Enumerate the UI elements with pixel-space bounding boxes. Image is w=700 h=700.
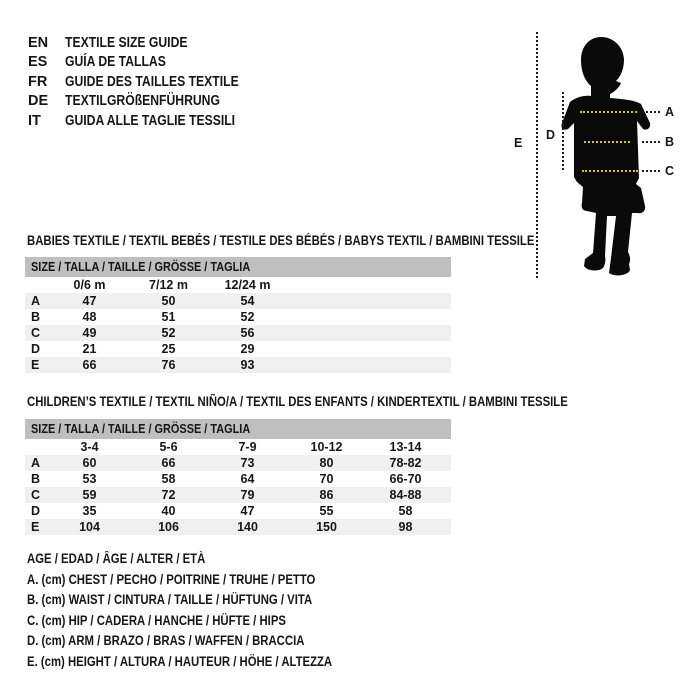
cell-value: 66 [82,358,97,372]
cell-value: 66 [161,456,176,470]
language-list [28,34,272,131]
table-row [25,487,451,503]
row-label: E [31,358,40,372]
language-row-fr [28,73,272,92]
cell-value: 78-82 [389,456,422,470]
cell-value: 21 [82,342,97,356]
cell-value: 52 [161,326,176,340]
language-label: GUIDE DES TAILLES TEXTILE [65,73,239,90]
chest-leader-line [642,111,660,113]
column-header: 5-6 [159,440,178,454]
cell-value: 53 [82,472,97,486]
row-label: D [31,342,41,356]
cell-value: 106 [158,520,179,534]
table-row [25,293,451,309]
language-code: ES [28,54,48,71]
row-label: D [31,504,41,518]
children-column-header-row [25,439,451,455]
children-size-header-bar: SIZE / TALLA / TAILLE / GRÖSSE / TAGLIA [25,419,451,439]
babies-section-title: BABIES TEXTILE / TEXTIL BEBÉS / TESTILE DES BÉBÉS / BABYS TEXTIL / BAMBINI TESSILE [27,233,535,248]
column-header: 7-9 [238,440,257,454]
babies-column-header-row [25,277,451,293]
child-silhouette-image [490,10,690,290]
table-row [25,325,451,341]
waist-leader-line [642,141,660,143]
row-label: C [31,326,41,340]
measurement-legend [27,549,390,673]
legend-age-line: AGE / EDAD / ÂGE / ALTER / ETÀ [27,551,206,566]
cell-value: 70 [319,472,334,486]
babies-size-table [25,277,451,373]
cell-value: 48 [82,310,97,324]
cell-value: 76 [161,358,176,372]
cell-value: 79 [240,488,255,502]
cell-value: 86 [319,488,334,502]
cell-value: 58 [161,472,176,486]
cell-value: 93 [240,358,255,372]
cell-value: 49 [82,326,97,340]
language-label: GUIDA ALLE TAGLIE TESSILI [65,112,236,129]
cell-value: 47 [82,294,97,308]
column-header: 13-14 [389,440,422,454]
cell-value: 25 [161,342,176,356]
table-row [25,471,451,487]
cell-value: 80 [319,456,334,470]
cell-value: 51 [161,310,176,324]
legend-waist-line: B. (cm) WAIST / CINTURA / TAILLE / HÜFTUNG / VITA [27,592,313,608]
table-row [25,357,451,373]
children-size-table [25,439,451,535]
babies-size-header-bar: SIZE / TALLA / TAILLE / GRÖSSE / TAGLIA [25,257,451,277]
cell-value: 98 [398,520,413,534]
cell-value: 72 [161,488,176,502]
table-row [25,309,451,325]
language-code: EN [28,35,49,51]
row-label: E [31,520,40,534]
hip-label: C [665,164,675,178]
height-measure-line [536,32,538,278]
language-label: TEXTILGRÖßENFÜHRUNG [65,93,220,110]
arm-label: D [546,128,556,142]
cell-value: 140 [237,520,258,534]
children-section-title: CHILDREN’S TEXTILE / TEXTIL NIÑO/A / TEXTIL DES ENFANTS / KINDERTEXTIL / BAMBINI TESSILE [27,394,568,409]
cell-value: 52 [240,310,255,324]
cell-value: 73 [240,456,255,470]
height-label: E [514,136,523,150]
table-row [25,503,451,519]
cell-value: 50 [161,294,176,308]
language-code: FR [28,73,48,90]
cell-value: 47 [240,504,255,518]
waist-label: B [665,135,675,149]
language-row-es [28,53,272,72]
row-label: A [31,294,41,308]
cell-value: 56 [240,326,255,340]
row-label: C [31,488,41,502]
language-code: DE [28,93,49,110]
cell-value: 35 [82,504,97,518]
language-row-it [28,112,272,131]
cell-value: 66-70 [389,472,422,486]
table-row [25,455,451,471]
column-header: 10-12 [310,440,343,454]
cell-value: 58 [398,504,413,518]
table-row [25,519,451,535]
row-label: B [31,472,41,486]
arm-measure-line [562,92,564,170]
language-row-de [28,92,272,111]
cell-value: 60 [82,456,97,470]
column-header: 0/6 m [73,278,106,292]
cell-value: 104 [79,520,100,534]
column-header: 3-4 [80,440,99,454]
language-code: IT [28,112,41,129]
hip-measure-line [582,170,638,172]
cell-value: 64 [240,472,255,486]
cell-value: 54 [240,294,255,308]
table-row [25,341,451,357]
row-label: A [31,456,41,470]
language-row-en [28,34,272,53]
cell-value: 59 [82,488,97,502]
column-header: 12/24 m [224,278,271,292]
language-label: TEXTILE SIZE GUIDE [65,35,188,51]
cell-value: 84-88 [389,488,422,502]
cell-value: 29 [240,342,255,356]
row-label: B [31,310,41,324]
waist-measure-line [584,141,630,143]
legend-hip-line: C. (cm) HIP / CADERA / HANCHE / HÜFTE / HIPS [27,612,286,628]
legend-arm-line: D. (cm) ARM / BRAZO / BRAS / WAFFEN / BRACCIA [27,633,305,649]
chest-measure-line [580,111,637,113]
language-label: GUÍA DE TALLAS [65,54,166,71]
chest-label: A [665,105,675,119]
legend-chest-line: A. (cm) CHEST / PECHO / POITRINE / TRUHE / PETTO [27,571,316,587]
hip-leader-line [642,170,660,172]
cell-value: 150 [316,520,337,534]
cell-value: 40 [161,504,176,518]
cell-value: 55 [319,504,334,518]
column-header: 7/12 m [149,278,188,292]
legend-height-line: E. (cm) HEIGHT / ALTURA / HAUTEUR / HÖHE / ALTEZZA [27,653,333,669]
